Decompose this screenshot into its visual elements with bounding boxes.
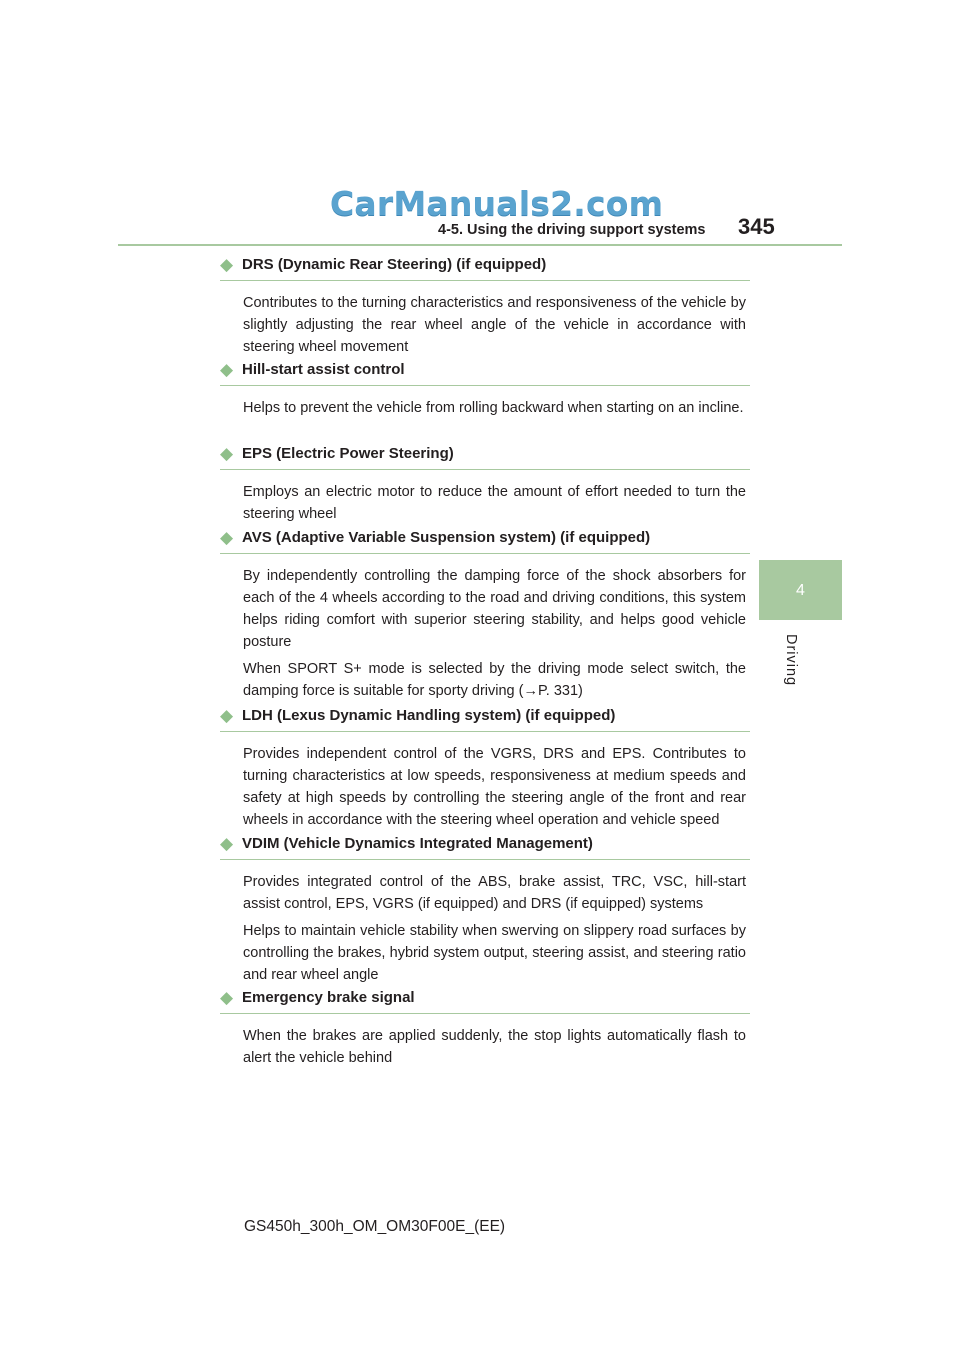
diamond-icon: ◆ [220,528,234,547]
section-paragraph: When SPORT S+ mode is selected by the driving mode select switch, the damping force is suitable for sporty driving (→P. 331) [243,661,746,699]
section-heading [220,443,750,465]
section-paragraph: Employs an electric motor to reduce the amount of effort needed to turn the steering wheel [243,484,746,522]
section-title: VDIM (Vehicle Dynamics Integrated Management) [242,835,593,852]
section-hill-start [220,359,750,419]
heading-divider [220,859,750,860]
section-paragraph: Contributes to the turning characteristics and responsiveness of the vehicle by slightly adjusting the rear wheel angle of the vehicle in accordance with steering wheel movement [243,295,746,355]
section-heading [220,987,750,1009]
section-paragraph: Helps to maintain vehicle stability when swerving on slippery road surfaces by controlling the brakes, hybrid system output, steering assist, and steering ratio and rear wheel angle [243,923,746,983]
section-heading [220,527,750,549]
header-divider [118,244,842,246]
running-header-section: 4-5. Using the driving support systems [438,222,706,238]
chapter-label: Driving [783,634,799,687]
section-heading [220,254,750,276]
section-heading [220,833,750,855]
section-paragraph: By independently controlling the damping force of the shock absorbers for each of the 4 wheels according to the road and driving conditions, this system helps riding comfort with superior steering stability, and helps good vehicle posture [243,568,746,650]
section-vdim [220,833,750,986]
chapter-tab [759,560,842,620]
section-emergency-brake [220,987,750,1069]
section-title: EPS (Electric Power Steering) [242,445,454,462]
watermark-logo: CarManuals2.com [330,184,664,223]
heading-divider [220,1013,750,1014]
section-title: LDH (Lexus Dynamic Handling system) (if equipped) [242,707,616,724]
chapter-number: 4 [796,582,805,599]
document-code: GS450h_300h_OM_OM30F00E_(EE) [244,1218,506,1235]
diamond-icon: ◆ [220,834,234,853]
diamond-icon: ◆ [220,988,234,1007]
section-title: AVS (Adaptive Variable Suspension system) (if equipped) [242,529,651,546]
section-heading [220,359,750,381]
section-title: DRS (Dynamic Rear Steering) (if equipped) [242,256,547,273]
section-title: Hill-start assist control [242,361,405,378]
section-heading [220,705,750,727]
diamond-icon: ◆ [220,706,234,725]
heading-divider [220,553,750,554]
section-paragraph: When the brakes are applied suddenly, the stop lights automatically flash to alert the vehicle behind [243,1028,746,1066]
section-avs [220,527,750,702]
section-title: Emergency brake signal [242,989,415,1006]
heading-divider [220,469,750,470]
diamond-icon: ◆ [220,255,234,274]
section-ldh [220,705,750,831]
diamond-icon: ◆ [220,360,234,379]
section-eps [220,443,750,525]
page-number: 345 [738,214,775,239]
section-paragraph: Helps to prevent the vehicle from rolling backward when starting on an incline. [243,400,744,416]
diamond-icon: ◆ [220,444,234,463]
heading-divider [220,385,750,386]
section-paragraph: Provides integrated control of the ABS, brake assist, TRC, VSC, hill-start assist control, EPS, VGRS (if equipped) and DRS (if equipped) systems [243,874,746,912]
section-drs [220,254,750,358]
heading-divider [220,731,750,732]
section-paragraph: Provides independent control of the VGRS, DRS and EPS. Contributes to turning characteristics at low speeds, responsiveness at medium speeds and safety at high speeds by controlling the steering angle of the front and rear wheels in accordance with the steering wheel operation and vehicle speed [243,746,746,828]
heading-divider [220,280,750,281]
